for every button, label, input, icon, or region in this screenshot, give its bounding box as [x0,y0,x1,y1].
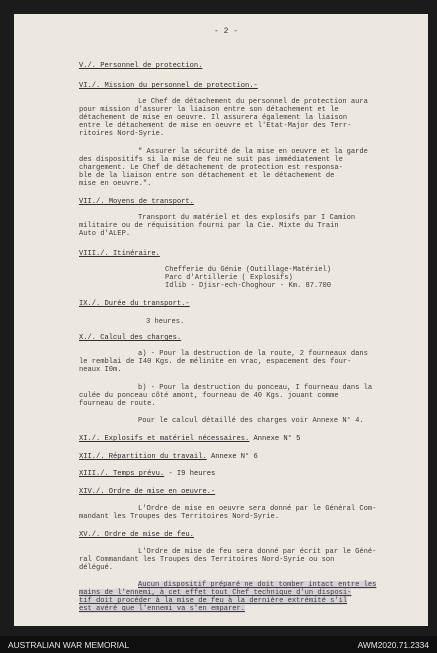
section-xv-title: XV./. Ordre de mise de feu. [79,531,194,539]
text-line: Pour le calcul détaillé des charges voir Annexe N° 4. [138,417,364,425]
section-xi-title: XI./. Explosifs et matériel nécessaires. [79,435,250,443]
text-line: Parc d'Artillerie ( Explosifs) [165,274,293,282]
text-line: détachement de mise en oeuvre. Il assurera également la liaison [79,114,348,122]
section-viii-title: VIII./. Itinéraire. [79,250,160,258]
highlighted-text-line: Aucun dispositif préparé ne doit tomber intact entre les [138,581,377,589]
text-line: mandant les Troupes des Territoires Nord-Syrie. [79,513,280,521]
highlighted-text-line: tif doit procéder à la mise de feu à la dernière extrémité s'il [79,597,348,605]
text-line: entre le détachement de mise en oeuvre et l'Etat-Major des Terr- [79,122,352,130]
text-line: b) - Pour la destruction du ponceau, I fourneau dans la [138,384,373,392]
text-line: pour mission d'assurer la liaison entre son détachement et le [79,106,339,114]
section-xii-annex: Annexe N° 6 [210,453,258,461]
text-line: fourneau de route. [79,400,156,408]
section-xiii-text: - I9 heures [168,470,216,478]
section-xii-title: XII./. Répartition du travail. [79,453,207,461]
section-vii-title: VII./. Moyens de transport. [79,198,194,206]
footer-source: AUSTRALIAN WAR MEMORIAL [8,640,130,650]
highlighted-text-line: est avéré que l'ennemi va s'en emparer. [79,605,246,613]
text-line: a) - Pour la destruction de la route, 2 fourneaux dans [138,350,368,358]
text-line: Chefferie du Génie (Outillage-Matériel) [165,266,332,274]
section-xiii-line [79,470,215,478]
section-xii-line [79,453,258,461]
section-ix-title: IX./. Durée du transport.- [79,300,190,308]
text-line: militaire ou de réquisition fourni par la Cie. Mixte du Train [79,222,339,230]
section-xiii-title: XIII./. Temps prévu. [79,470,165,478]
text-line: " Assurer la sécurité de la mise en oeuvre et la garde [138,148,368,156]
text-line: culée du ponceau côté amont, fourneau de 40 Kgs. jouant comme [79,392,339,400]
text-line: Idlib - Djisr-ech-Choghour - Km. 87.700 [165,282,332,290]
highlighted-text-line: mains de l'ennemi, à cet effet tout Chef technique d'un disposi- [79,589,352,597]
text-line: chargement. Le Chef de détachement de protection est responsa- [79,164,343,172]
text-line: le remblai de I40 Kgs. de mélinite en vrac, espacement des four- [79,358,352,366]
section-x-title: X./. Calcul des charges. [79,334,182,342]
text-line: ritoires Nord-Syrie. [79,130,165,138]
section-vi-title: VI./. Mission du personnel de protection.- [79,82,258,90]
text-line: Le Chef de détachement du personnel de protection aura [138,98,368,106]
page-number: - 2 - [214,27,239,36]
section-v-title: V./. Personnel de protection. [79,62,203,70]
footer-catalog-id: AWM2020.71.2334 [357,640,429,650]
section-xi-annex: Annexe N° 5 [253,435,301,443]
text-line: 3 heures. [146,318,185,326]
text-line: ble de la liaison entre son détachement et le détachement de [79,172,335,180]
text-line: Transport du matériel et des explosifs par I Camion [138,214,356,222]
text-line: ral Commandant les Troupes des Territoires Nord-Syrie ou son [79,556,335,564]
text-line: L'Ordre de mise de feu sera donné par écrit par le Géné- [138,548,377,556]
text-line: des dispositifs si la mise de feu ne suit pas immédiatement le [79,156,343,164]
text-line: délégué. [79,564,114,572]
document-page [14,14,428,626]
text-line: neaux I0m. [79,366,122,374]
text-line: L'Ordre de mise en oeuvre sera donné par le Général Com- [138,505,377,513]
text-line: mise en oeuvre.". [79,180,152,188]
section-xi-line [79,435,300,443]
text-line: Auto d'ALEP. [79,230,131,238]
section-xiv-title: XIV./. Ordre de mise en oeuvre.- [79,488,216,496]
footer-bar [0,636,437,653]
